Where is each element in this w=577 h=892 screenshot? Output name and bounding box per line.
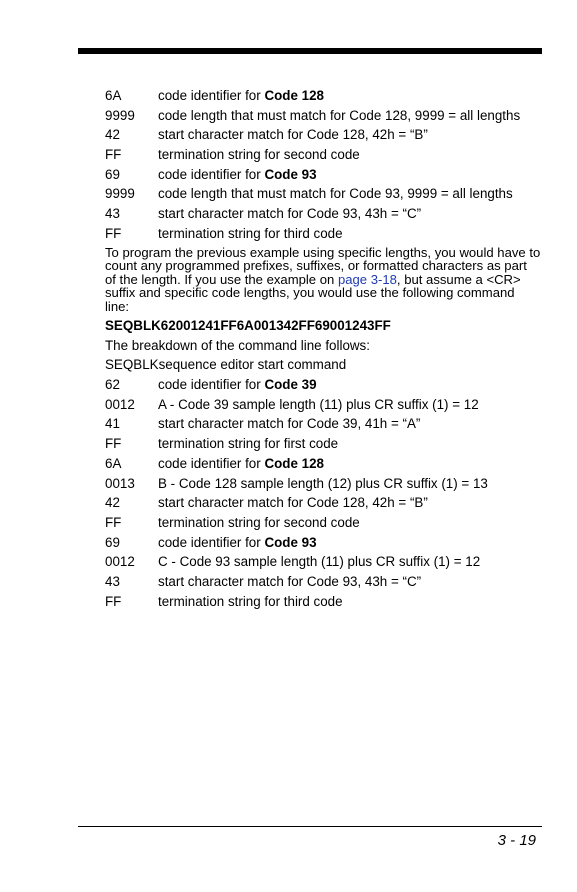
row-description [158, 572, 542, 592]
instruction-paragraph [105, 246, 541, 314]
table-row [105, 434, 542, 454]
symbology-name: Code 93 [264, 534, 317, 550]
table-row [105, 184, 542, 204]
row-description [158, 552, 542, 572]
row-code: FF [105, 593, 122, 609]
row-code: FF [105, 147, 122, 163]
row-description [158, 533, 542, 553]
row-description-text: termination string for third code [158, 593, 343, 609]
table-row [105, 513, 542, 533]
row-description-text: termination string for second code [158, 147, 360, 163]
row-code: FF [105, 436, 122, 452]
row-description-text: code identifier for [158, 166, 265, 182]
row-description-text: code length that must match for Code 128, 9999 = all lengths [158, 107, 521, 123]
table-row [105, 533, 542, 553]
row-description-text: termination string for second code [158, 514, 360, 530]
row-description-text: start character match for Code 93, 43h = “C” [158, 573, 422, 589]
paragraph-text-after: , but assume a <CR> suffix and specific code lengths, you would use the following command line: [105, 271, 521, 314]
row-description-text: code identifier for [158, 377, 265, 393]
row-description-text: code identifier for [158, 455, 265, 471]
row-code: SEQBLK [105, 357, 159, 373]
table-row [105, 572, 542, 592]
row-code: 6A [105, 88, 122, 103]
row-description [158, 375, 542, 395]
row-description-text: C - Code 93 sample length (11) plus CR suffix (1) = 12 [158, 554, 481, 570]
table-row [105, 145, 542, 165]
row-code: 69 [105, 166, 120, 182]
row-code: 0012 [105, 554, 135, 570]
row-description [158, 224, 542, 244]
table-row [105, 454, 542, 474]
table-row [105, 106, 542, 126]
row-description-text: start character match for Code 93, 43h = “C” [158, 206, 422, 222]
row-description-text: start character match for Code 128, 42h = “B” [158, 127, 428, 143]
row-code: 9999 [105, 107, 135, 123]
code-table-a [105, 86, 542, 244]
row-description [158, 86, 542, 106]
row-code: 69 [105, 534, 120, 550]
page-link[interactable]: page 3-18 [337, 271, 397, 287]
table-row [105, 552, 542, 572]
row-code: 43 [105, 206, 120, 222]
row-description-text: termination string for third code [158, 225, 343, 241]
row-description-text: B - Code 128 sample length (12) plus CR suffix (1) = 13 [158, 475, 488, 491]
table-row [105, 125, 542, 145]
row-code: 0012 [105, 396, 135, 412]
row-description [158, 474, 542, 494]
row-description-text: start character match for Code 128, 42h = “B” [158, 495, 428, 511]
page-number: 3 - 19 [497, 832, 536, 849]
table-row [105, 375, 542, 395]
row-description [158, 395, 542, 415]
row-description [158, 592, 542, 612]
seqblk-row [105, 355, 542, 375]
row-code: 62 [105, 377, 120, 393]
table-row [105, 592, 542, 612]
table-row [105, 474, 542, 494]
breakdown-intro: The breakdown of the command line follows: [105, 337, 370, 353]
command-line: SEQBLK62001241FF6A001342FF69001243FF [105, 318, 391, 333]
table-row [105, 414, 542, 434]
row-description [158, 414, 542, 434]
row-code: 43 [105, 573, 120, 589]
table-row [105, 493, 542, 513]
row-description: sequence editor start command [158, 357, 347, 373]
table-row [105, 224, 542, 244]
page-content [105, 86, 542, 611]
row-description [158, 184, 542, 204]
row-description [158, 454, 542, 474]
footer-rule [78, 826, 542, 827]
row-description [158, 493, 542, 513]
symbology-name: Code 39 [264, 377, 317, 393]
row-description [158, 125, 542, 145]
row-code: FF [105, 514, 122, 530]
row-description-text: code identifier for [158, 88, 265, 103]
row-description-text: A - Code 39 sample length (11) plus CR suffix (1) = 12 [158, 396, 479, 412]
table-row [105, 204, 542, 224]
code-table-b [105, 375, 542, 611]
row-code: 42 [105, 127, 120, 143]
row-description [158, 204, 542, 224]
header-rule [78, 48, 542, 54]
paragraph-text-before: To program the previous example using specific lengths, you would have to count any programmed prefixes, suffixes, or formatted characters as part of the length. If you use the example on [105, 244, 541, 287]
row-description [158, 145, 542, 165]
row-code: 41 [105, 416, 120, 432]
row-description [158, 165, 542, 185]
row-code: 0013 [105, 475, 135, 491]
symbology-name: Code 93 [264, 166, 317, 182]
table-row [105, 165, 542, 185]
table-row [105, 86, 542, 106]
row-description [158, 434, 542, 454]
row-description [158, 106, 542, 126]
symbology-name: Code 128 [264, 455, 324, 471]
row-code: FF [105, 225, 122, 241]
row-description-text: start character match for Code 39, 41h = “A” [158, 416, 421, 432]
symbology-name: Code 128 [264, 88, 324, 103]
row-code: 42 [105, 495, 120, 511]
row-description [158, 513, 542, 533]
row-code: 6A [105, 455, 122, 471]
row-code: 9999 [105, 186, 135, 202]
table-row [105, 395, 542, 415]
row-description-text: code length that must match for Code 93, 9999 = all lengths [158, 186, 513, 202]
row-description-text: termination string for first code [158, 436, 339, 452]
row-description-text: code identifier for [158, 534, 265, 550]
